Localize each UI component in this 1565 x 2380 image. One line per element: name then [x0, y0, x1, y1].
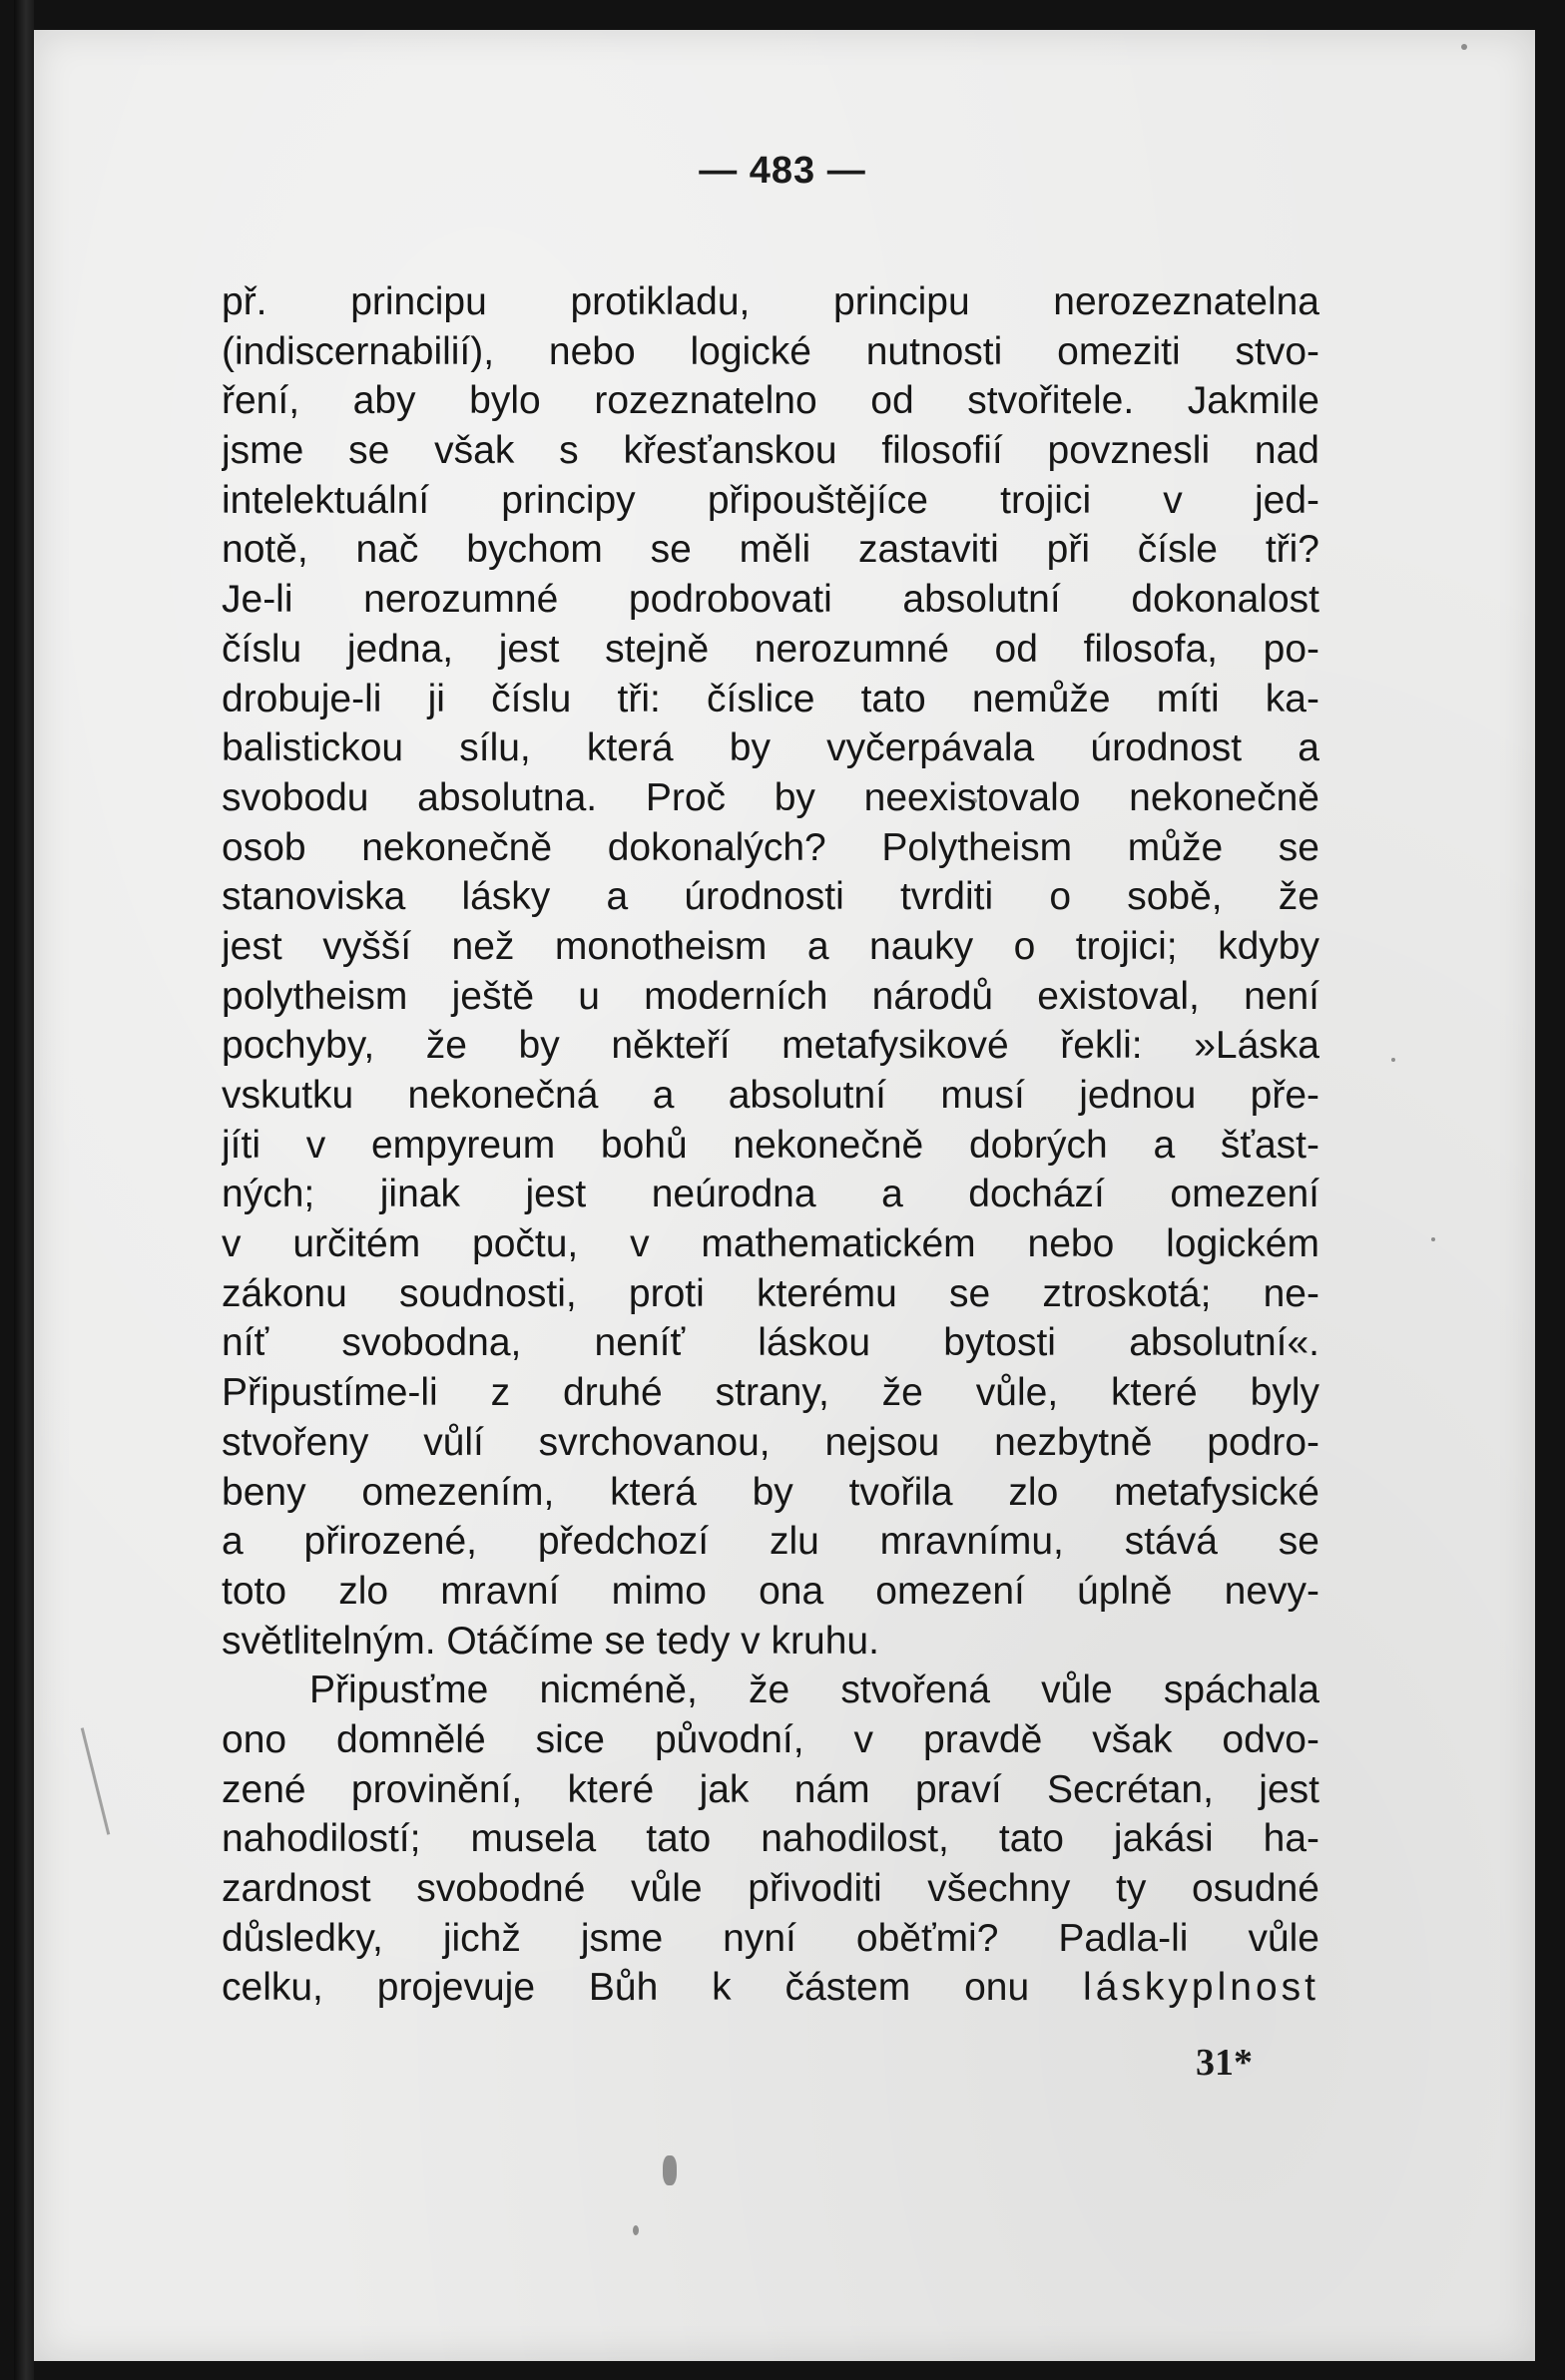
text-line: ono domnělé sice původní, v pravdě však odvo-: [222, 1717, 1319, 1761]
text-line: (indiscernabilií), nebo logické nutnosti omeziti stvo-: [222, 329, 1319, 373]
book-spine-edge: [14, 0, 34, 2380]
text-line: níť svobodna, neníť láskou bytosti absolutní«.: [222, 1321, 1319, 1365]
text-line: př. principu protikladu, principu nerozeznatelna: [222, 280, 1319, 323]
text-line: světlitelným. Otáčíme se tedy v kruhu.: [222, 1619, 879, 1663]
text-line: notě, nač bychom se měli zastaviti při čísle tři?: [222, 528, 1319, 572]
text-line: a přirozené, předchozí zlu mravnímu, stává se: [222, 1520, 1319, 1564]
page-number: — 483 —: [699, 150, 866, 192]
text-line: pochyby, že by někteří metafysikové řekli: »Láska: [222, 1024, 1319, 1068]
paragraph-1: [222, 277, 1319, 1666]
text-segment: celku, projevuje Bůh k částem onu: [222, 1966, 1030, 2010]
text-line: zákonu soudnosti, proti kterému se ztroskotá; ne-: [222, 1271, 1319, 1315]
text-line: osob nekonečně dokonalých? Polytheism může se: [222, 825, 1319, 869]
paper-scratch: [81, 1727, 111, 1834]
signature-mark: 31*: [1196, 2042, 1253, 2084]
text-line: svobodu absolutna. Proč by neexistovalo nekonečně: [222, 775, 1319, 819]
text-line: jíti v empyreum bohů nekonečně dobrých a šťast-: [222, 1123, 1319, 1167]
paper-speck: [633, 2225, 639, 2235]
text-line: Připustíme-li z druhé strany, že vůle, které byly: [222, 1371, 1319, 1415]
paragraph-2: [222, 1666, 1319, 2013]
text-line-final: [222, 1963, 1319, 2013]
text-line: beny omezením, která by tvořila zlo metafysické: [222, 1470, 1319, 1514]
text-line: ření, aby bylo rozeznatelno od stvořitele. Jakmile: [222, 379, 1319, 423]
text-line: jest vyšší než monotheism a nauky o trojici; kdyby: [222, 924, 1319, 968]
text-line: nahodilostí; musela tato nahodilost, tato jakási ha-: [222, 1817, 1319, 1861]
text-line: stanoviska lásky a úrodnosti tvrditi o sobě, že: [222, 875, 1319, 919]
text-line: důsledky, jichž jsme nyní oběťmi? Padla-li vůle: [222, 1916, 1319, 1960]
paper-smudge: [663, 2155, 677, 2185]
text-line: ných; jinak jest neúrodna a dochází omezení: [222, 1173, 1319, 1216]
paper-speck: [1461, 44, 1467, 50]
text-line: v určitém počtu, v mathematickém nebo logickém: [222, 1222, 1319, 1266]
text-line: toto zlo mravní mimo ona omezení úplně nevy-: [222, 1569, 1319, 1613]
text-line: drobuje-li ji číslu tři: číslice tato nemůže míti ka-: [222, 677, 1319, 720]
text-line: vskutku nekonečná a absolutní musí jednou pře-: [222, 1074, 1319, 1117]
text-line: zardnost svobodné vůle přivoditi všechny ty osudné: [222, 1867, 1319, 1910]
text-line: Je-li nerozumné podrobovati absolutní dokonalost: [222, 578, 1319, 622]
paper-speck: [1431, 1237, 1435, 1241]
text-line: zené provinění, které jak nám praví Secrétan, jest: [222, 1767, 1319, 1811]
text-line: intelektuální principy připouštějíce trojici v jed-: [222, 478, 1319, 522]
text-line: stvořeny vůlí svrchovanou, nejsou nezbytně podro-: [222, 1420, 1319, 1464]
text-line: jsme se však s křesťanskou filosofií povznesli nad: [222, 429, 1319, 473]
paper-speck: [1391, 1058, 1395, 1062]
letterspaced-word: láskyplnost: [1083, 1966, 1319, 2010]
text-line: polytheism ještě u moderních národů existoval, není: [222, 974, 1319, 1018]
text-line: číslu jedna, jest stejně nerozumné od filosofa, po-: [222, 627, 1319, 671]
body-text: [222, 277, 1319, 2013]
text-line: balistickou sílu, která by vyčerpávala úrodnost a: [222, 726, 1319, 770]
text-line: Připusťme nicméně, že stvořená vůle spáchala: [309, 1668, 1319, 1712]
